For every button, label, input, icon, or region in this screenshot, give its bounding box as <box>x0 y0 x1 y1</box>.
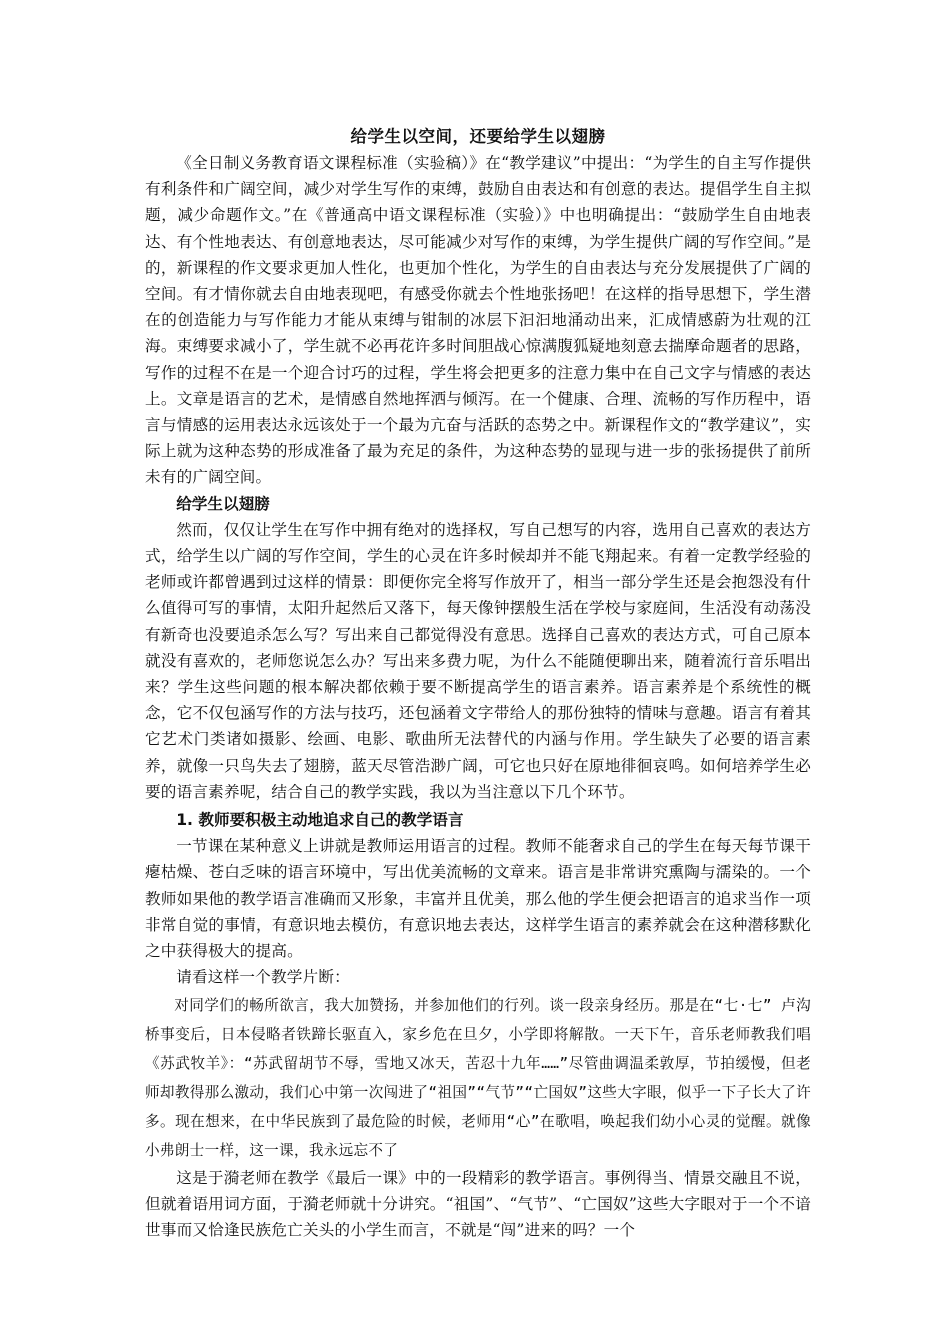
paragraph-lesson: 一节课在某种意义上讲就是教师运用语言的过程。教师不能奢求自己的学生在每天每节课干瘪枯燥、苍白乏味的语言环境中，写出优美流畅的文章来。语言是非常讲究熏陶与濡染的。一个教师如果他的教学语言准确而又形象，丰富并且优美，那么他的学生便会把语言的追求当作一项非常自觉的事情，有意识地去模仿，有意识地去表达，这样学生语言的素养就会在这种潜移默化之中获得极大的提高。 <box>145 837 811 961</box>
teaching-excerpt-quote: 对同学们的畅所欲言，我大加赞扬，并参加他们的行列。谈一段亲身经历。那是在“七·七” 卢沟桥事变后，日本侵略者铁蹄长驱直入，家乡危在旦夕，小学即将解散。一天下午，音乐老师教我们唱《苏武牧羊》：“苏武留胡节不辱，雪地又冰天，苦忍十九年……”尽管曲调温柔敦厚，节拍缓慢，但老师却教得那么激动，我们心中第一次闯进了“祖国”“气节”“亡国奴”这些大字眼，似乎一下子长大了许多。现在想来，在中华民族到了最危险的时候，老师用“心”在歌唱，唤起我们幼小心灵的觉醒。就像小弗朗士一样，这一课，我永远忘不了 <box>145 996 811 1159</box>
section-heading-wings: 给学生以翅膀 <box>176 493 270 513</box>
paragraph-intro: 《全日制义务教育语文课程标准（实验稿）》在“教学建议”中提出：“为学生的自主写作提供有利条件和广阔空间，减少对学生写作的束缚，鼓励自由表达和有创意的表达。提倡学生自主拟题，减少命题作文。”在《普通高中语文课程标准（实验）》中也明确提出：“鼓励学生自由地表达、有个性地表达、有创意地表达，尽可能减少对写作的束缚，为学生提供广阔的写作空间。”是的，新课程的作文要求更加人性化，也更加个性化，为学生的自由表达与充分发展提供了广阔的空间。有才情你就去自由地表现吧，有感受你就去个性地张扬吧！在这样的指导思想下，学生潜在的创造能力与写作能力才能从束缚与钳制的冰层下汩汩地涌动出来，汇成情感蔚为壮观的江海。束缚要求减小了，学生就不必再花许多时间胆战心惊满腹狐疑地刻意去揣摩命题者的思路，写作的过程不在是一个迎合讨巧的过程，学生将会把更多的注意力集中在自己文字与情感的表达上。文章是语言的艺术，是情感自然地挥洒与倾泻。在一个健康、合理、流畅的写作历程中，语言与情感的运用表达永远该处于一个最为亢奋与活跃的态势之中。新课程作文的“教学建议”，实际上就为这种态势的形成准备了最为充足的条件，为这种态势的显现与进一步的张扬提供了前所未有的广阔空间。 <box>145 154 811 487</box>
document-page <box>145 124 811 1243</box>
paragraph-example-intro: 请看这样一个教学片断： <box>176 968 350 987</box>
paragraph-however: 然而，仅仅让学生在写作中拥有绝对的选择权，写自己想写的内容，选用自己喜欢的表达方式，给学生以广阔的写作空间，学生的心灵在许多时候却并不能飞翔起来。有着一定教学经验的老师或许都曾遇到过这样的情景：即便你完全将写作放开了，相当一部分学生还是会抱怨没有什么值得可写的事情，太阳升起然后又落下，每天像钟摆般生活在学校与家庭间，生活没有动荡没有新奇也没要追杀怎么写？写出来自己都觉得没有意思。选择自己喜欢的表达方式，可自己原本就没有喜欢的，老师您说怎么办？写出来多费力呢，为什么不能随便聊出来，随着流行音乐唱出来？学生这些问题的根本解决都依赖于要不断提高学生的语言素养。语言素养是个系统性的概念，它不仅包涵写作的方法与技巧，还包涵着文字带给人的那份独特的情味与意趣。语言有着其它艺术门类诸如摄影、绘画、电影、歌曲所无法替代的内涵与作用。学生缺失了必要的语言素养，就像一只鸟失去了翅膀，蓝天尽管浩渺广阔，可它也只好在原地徘徊哀鸣。如何培养学生必要的语言素养呢，结合自己的教学实践，我以为当注意以下几个环节。 <box>145 520 811 801</box>
section-heading-teacher-language: 1. 教师要积极主动地追求自己的教学语言 <box>176 811 464 830</box>
paragraph-analysis: 这是于漪老师在教学《最后一课》中的一段精彩的教学语言。事例得当、情景交融且不说，但就着语用词方面，于漪老师就十分讲究。“祖国”、“气节”、“亡国奴”这些大字眼对于一个不谙世事而又恰逢民族危亡关头的小学生而言，不就是“闯”进来的吗？一个 <box>145 1168 811 1239</box>
document-title: 给学生以空间，还要给学生以翅膀 <box>350 127 606 146</box>
